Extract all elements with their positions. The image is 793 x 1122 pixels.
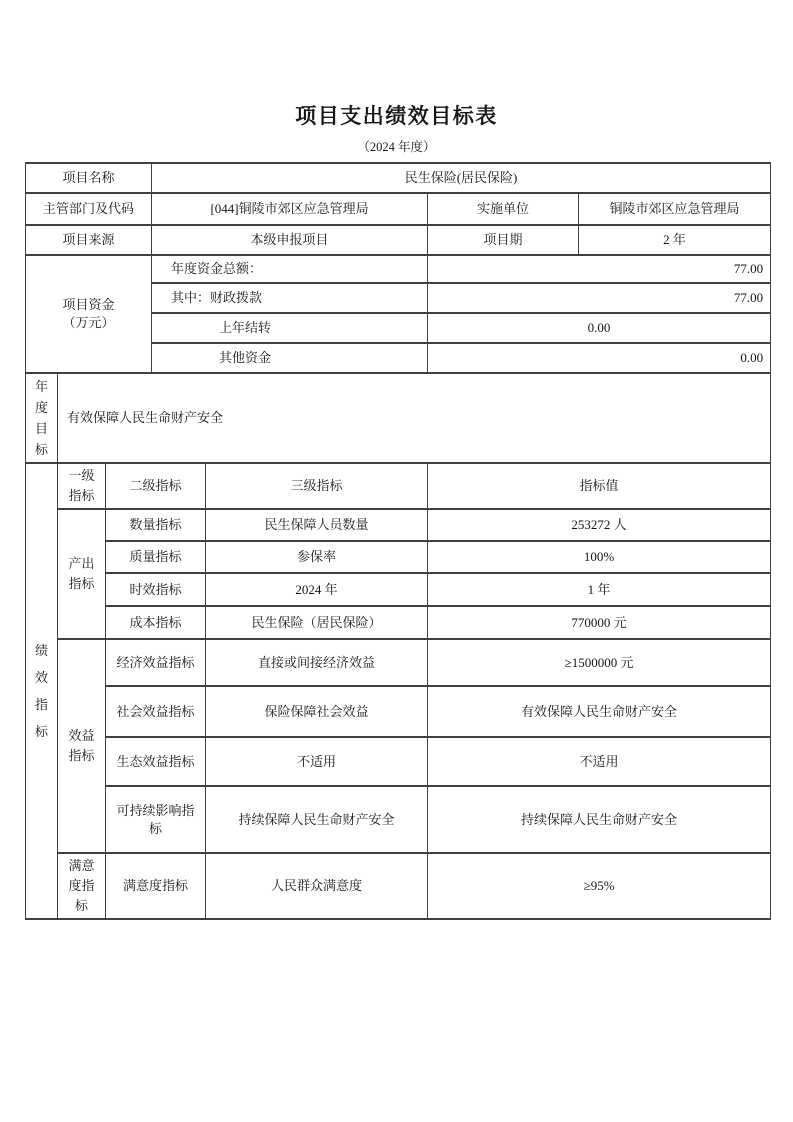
level2-indicator: 社会效益指标	[106, 686, 206, 737]
fund-fiscal-allocation-label: 其中：财政拨款	[152, 283, 428, 313]
satisfaction-group-label: 满意度指标	[58, 853, 106, 919]
level2-indicator: 生态效益指标	[106, 737, 206, 786]
annual-goal-text: 有效保障人民生命财产安全	[58, 373, 771, 463]
benefit-group-label: 效益指标	[58, 639, 106, 853]
level3-indicator: 民生保障人员数量	[206, 509, 428, 541]
level2-indicator: 可持续影响指标	[106, 786, 206, 853]
indicator-row	[26, 686, 771, 737]
performance-group-label	[26, 463, 58, 919]
fund-other-value: 0.00	[428, 343, 771, 373]
fund-carryover-value: 0.00	[428, 313, 771, 343]
table-row	[26, 193, 771, 225]
fund-other-label: 其他资金	[152, 343, 428, 373]
level2-indicator: 数量指标	[106, 509, 206, 541]
funds-label-line2: （万元）	[62, 315, 115, 330]
header-level2: 二级指标	[106, 463, 206, 509]
project-name-value: 民生保险(居民保险)	[152, 163, 771, 193]
level2-indicator: 经济效益指标	[106, 639, 206, 686]
header-level3: 三级指标	[206, 463, 428, 509]
page-title: 项目支出绩效目标表	[295, 104, 498, 128]
impl-unit-value: 铜陵市郊区应急管理局	[579, 193, 771, 225]
level2-indicator: 质量指标	[106, 541, 206, 573]
project-period-label: 项目期	[428, 225, 579, 255]
table-row	[26, 463, 771, 509]
table-row	[26, 255, 771, 283]
level2-indicator: 成本指标	[106, 606, 206, 639]
indicator-row	[26, 606, 771, 639]
indicator-row	[26, 573, 771, 606]
output-group-label: 产出指标	[58, 509, 106, 639]
page-subtitle: （2024 年度）	[357, 140, 436, 154]
indicator-value: 不适用	[428, 737, 771, 786]
indicator-row	[26, 509, 771, 541]
project-period-value: 2 年	[579, 225, 771, 255]
table-row	[26, 163, 771, 193]
fund-fiscal-allocation-value: 77.00	[428, 283, 771, 313]
level3-indicator: 不适用	[206, 737, 428, 786]
indicator-value: 770000 元	[428, 606, 771, 639]
level3-indicator: 人民群众满意度	[206, 853, 428, 919]
indicator-value: 持续保障人民生命财产安全	[428, 786, 771, 853]
indicator-row	[26, 737, 771, 786]
indicator-value: ≥1500000 元	[428, 639, 771, 686]
indicator-value: ≥95%	[428, 853, 771, 919]
level3-indicator: 持续保障人民生命财产安全	[206, 786, 428, 853]
level3-indicator: 直接或间接经济效益	[206, 639, 428, 686]
level3-indicator: 参保率	[206, 541, 428, 573]
indicator-value: 253272 人	[428, 509, 771, 541]
annual-goal-label-text: 年度目标	[34, 379, 48, 457]
fund-carryover-label: 上年结转	[152, 313, 428, 343]
project-source-label: 项目来源	[26, 225, 152, 255]
table-row	[26, 225, 771, 255]
indicator-value: 100%	[428, 541, 771, 573]
fund-annual-total-label: 年度资金总额：	[152, 255, 428, 283]
project-name-label: 项目名称	[26, 163, 152, 193]
performance-target-table	[25, 162, 771, 920]
header-level1: 一级指标	[58, 463, 106, 509]
project-source-value: 本级申报项目	[152, 225, 428, 255]
header-value: 指标值	[428, 463, 771, 509]
indicator-row	[26, 786, 771, 853]
level3-indicator: 民生保险（居民保险）	[206, 606, 428, 639]
impl-unit-label: 实施单位	[428, 193, 579, 225]
table-row	[26, 373, 771, 463]
performance-group-label-text: 绩效指标	[34, 643, 48, 739]
level3-indicator: 2024 年	[206, 573, 428, 606]
dept-code-value: [044]铜陵市郊区应急管理局	[152, 193, 428, 225]
indicator-value: 1 年	[428, 573, 771, 606]
dept-code-label: 主管部门及代码	[26, 193, 152, 225]
funds-label-line1: 项目资金	[62, 297, 115, 312]
fund-annual-total-value: 77.00	[428, 255, 771, 283]
level2-indicator: 满意度指标	[106, 853, 206, 919]
indicator-value: 有效保障人民生命财产安全	[428, 686, 771, 737]
indicator-row	[26, 853, 771, 919]
project-funds-label	[26, 255, 152, 373]
level3-indicator: 保险保障社会效益	[206, 686, 428, 737]
annual-goal-label	[26, 373, 58, 463]
indicator-row	[26, 541, 771, 573]
indicator-row	[26, 639, 771, 686]
level2-indicator: 时效指标	[106, 573, 206, 606]
